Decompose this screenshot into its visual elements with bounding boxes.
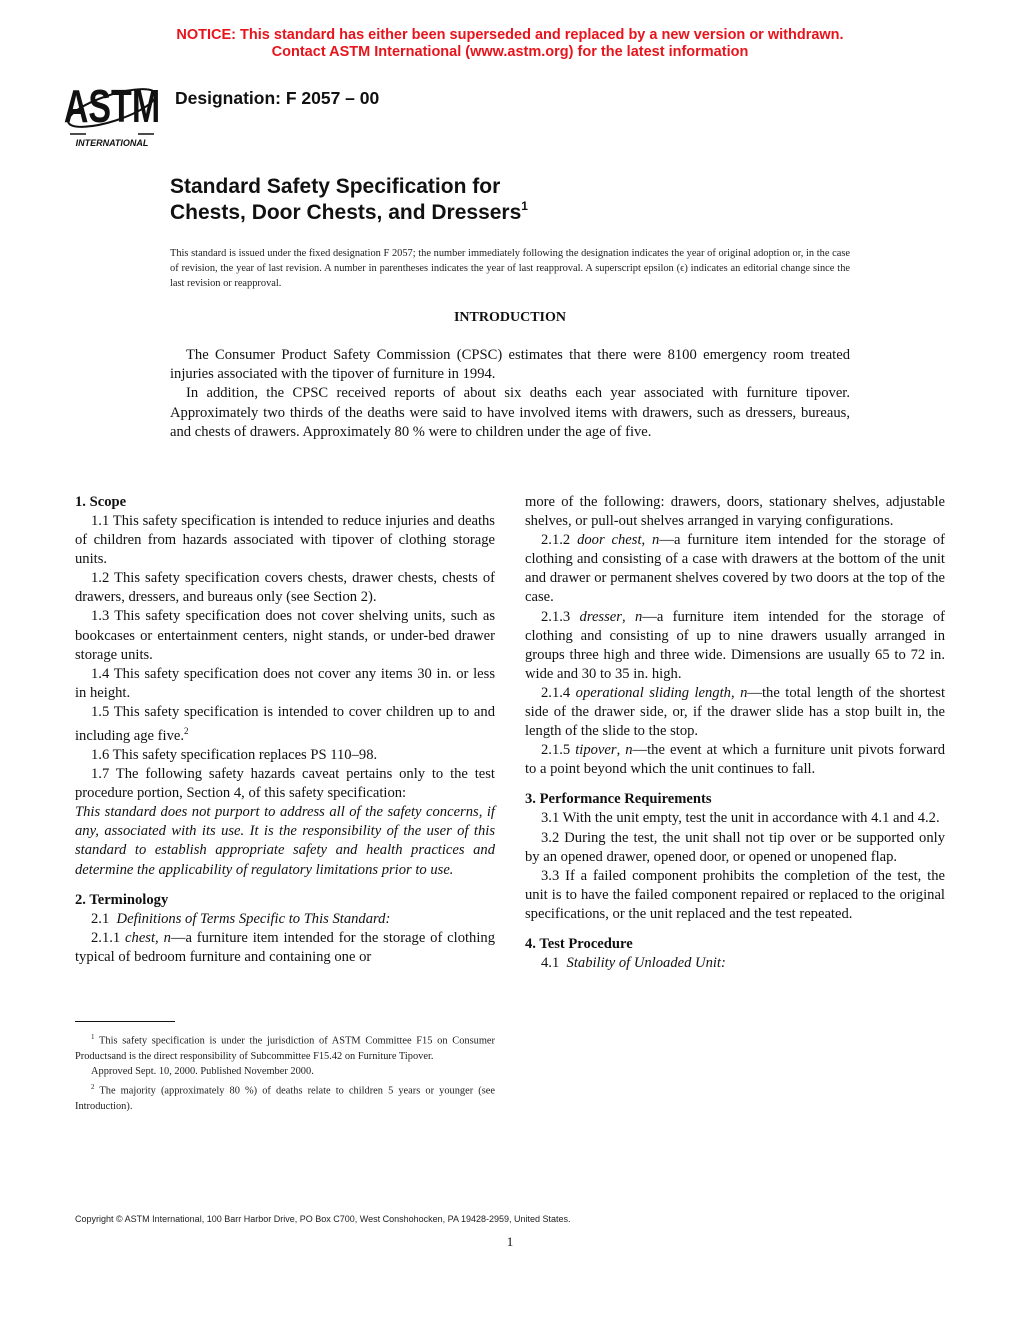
- notice-line-2: Contact ASTM International (www.astm.org) for the latest information: [271, 44, 749, 60]
- page-number: 1: [506, 1234, 514, 1249]
- footnote-1: $^1$ This safety specification is under the jurisdiction of ASTM Committee F15 on Consumer Productsand is the direct responsibility of Subcommittee F15.42 on Furniture Tipover.: [75, 1033, 495, 1062]
- designation: Designation: F 2057 – 00: [175, 88, 380, 108]
- superseded-notice: [0, 27, 1020, 61]
- document-title: [170, 174, 528, 226]
- section-heading-scope: 1. Scope: [75, 494, 127, 510]
- section-heading-test-procedure: 4. Test Procedure: [525, 935, 633, 952]
- term-definition-chest: 2.1.1 chest, n—a furniture item intended for the storage of clothing typical of bedroom furniture and containing one or: [75, 929, 496, 965]
- performance-item: 3.1 With the unit empty, test the unit in accordance with 4.1 and 4.2.: [541, 810, 940, 827]
- term-definition-chest-continued: more of the following: drawers, doors, stationary shelves, adjustable shelves, or pull-out shelves arranged in varying configurations.: [525, 494, 945, 530]
- title-line-1: Standard Safety Specification for: [170, 175, 501, 198]
- scope-item: 1.2 This safety specification covers chests, drawer chests, chests of drawers, dressers, and bureaus only (see Section 2).: [75, 570, 495, 606]
- footnote-approved: Approved Sept. 10, 2000. Published November 2000.: [91, 1066, 314, 1078]
- scope-item: 1.5 This safety specification is intended to cover children up to and including age five.$^2$: [75, 703, 495, 744]
- title-line-2: Chests, Door Chests, and Dressers: [170, 201, 522, 224]
- term-definition-dresser: 2.1.3 dresser, n—a furniture item intended for the storage of clothing and consisting of up to nine drawers usually arranged in groups three high and three wide. Dimensions are usually 65 to 72 in. wide and 30 to 35 in. high.: [525, 608, 945, 682]
- scope-item: 1.3 This safety specification does not cover shelving units, such as bookcases or entertainment centers, night stands, or under-bed drawer storage units.: [75, 608, 495, 663]
- section-heading-performance: 3. Performance Requirements: [525, 791, 712, 808]
- footnote-2: $^2$ The majority (approximately 80 %) of deaths relate to children 5 years or younger (see Introduction).: [75, 1082, 495, 1112]
- copyright-line: Copyright © ASTM International, 100 Barr Harbor Drive, PO Box C700, West Conshohocken, PA 19428-2959, United States.: [75, 1214, 571, 1224]
- footnote-divider: [75, 1021, 175, 1022]
- left-column: [75, 493, 495, 967]
- section-heading-terminology: 2. Terminology: [75, 891, 169, 908]
- term-definition-operational-sliding-length: 2.1.4 operational sliding length, n—the total length of the shortest side of the drawer side, or, if the drawer slide has a stop built in, the length of the slide to the stop.: [525, 684, 946, 740]
- right-column: [525, 493, 945, 973]
- issued-note: This standard is issued under the fixed designation F 2057; the number immediately following the designation indicates the year of original adoption or, in the case of revision, the year of last revision. A number in parentheses indicates the year of last reapproval. A superscript epsilon (ϵ) indicates an editorial change since the last revision or reapproval.: [170, 248, 850, 289]
- svg-text:INTERNATIONAL: INTERNATIONAL: [75, 138, 149, 148]
- terminology-subsection: 2.1 Definitions of Terms Specific to This Standard:: [91, 910, 391, 927]
- performance-item: 3.2 During the test, the unit shall not tip over or be supported only by an opened drawer, opened door, or opened or unopened flap.: [525, 829, 945, 865]
- term-definition-door-chest: 2.1.2 door chest, n—a furniture item intended for the storage of clothing and consisting of a case with drawers at the bottom of the unit and drawer or permanent shelves covered by two doors at the top of the case.: [525, 532, 945, 606]
- introduction-heading: INTRODUCTION: [453, 310, 566, 325]
- test-procedure-subsection: 4.1 Stability of Unloaded Unit:: [541, 954, 726, 971]
- scope-item: 1.1 This safety specification is intended to reduce injuries and deaths of children from hazards associated with tipover of clothing storage units.: [75, 513, 495, 568]
- title-footnote-ref[interactable]: 1: [521, 199, 528, 213]
- introduction-body: [170, 346, 850, 442]
- astm-international-logo-icon: [62, 72, 162, 150]
- safety-caveat: This standard does not purport to address all of the safety concerns, if any, associated with its use. It is the responsibility of the user of this standard to establish appropriate safety and health practices and determine the applicability of regulatory limitations prior to use.: [75, 804, 495, 878]
- footnotes: [75, 1030, 495, 1114]
- notice-line-1: NOTICE: This standard has either been superseded and replaced by a new version or withdrawn.: [176, 27, 844, 43]
- svg-text:ASTM: ASTM: [63, 79, 161, 133]
- intro-paragraph: In addition, the CPSC received reports of about six deaths each year associated with furniture tipover. Approximately two thirds of the deaths were said to have involved items with drawers, such as dressers, bureaus, and chests of drawers. Approximately 80 % were to children under the age of five.: [170, 385, 850, 440]
- scope-item: 1.6 This safety specification replaces PS 110–98.: [91, 746, 378, 763]
- footnote-ref[interactable]: 2: [184, 726, 189, 737]
- performance-item: 3.3 If a failed component prohibits the completion of the test, the unit is to have the failed component repaired or replaced to the original specifications, or the unit replaced and the test repeated.: [525, 867, 945, 922]
- scope-item: 1.4 This safety specification does not cover any items 30 in. or less in height.: [75, 665, 495, 701]
- scope-item: 1.7 The following safety hazards caveat pertains only to the test procedure portion, Section 4, of this safety specification:: [75, 766, 495, 802]
- term-definition-tipover: 2.1.5 tipover, n—the event at which a furniture unit pivots forward to a point beyond which the unit continues to fall.: [525, 742, 945, 778]
- intro-paragraph: The Consumer Product Safety Commission (CPSC) estimates that there were 8100 emergency room treated injuries associated with the tipover of furniture in 1994.: [170, 347, 850, 383]
